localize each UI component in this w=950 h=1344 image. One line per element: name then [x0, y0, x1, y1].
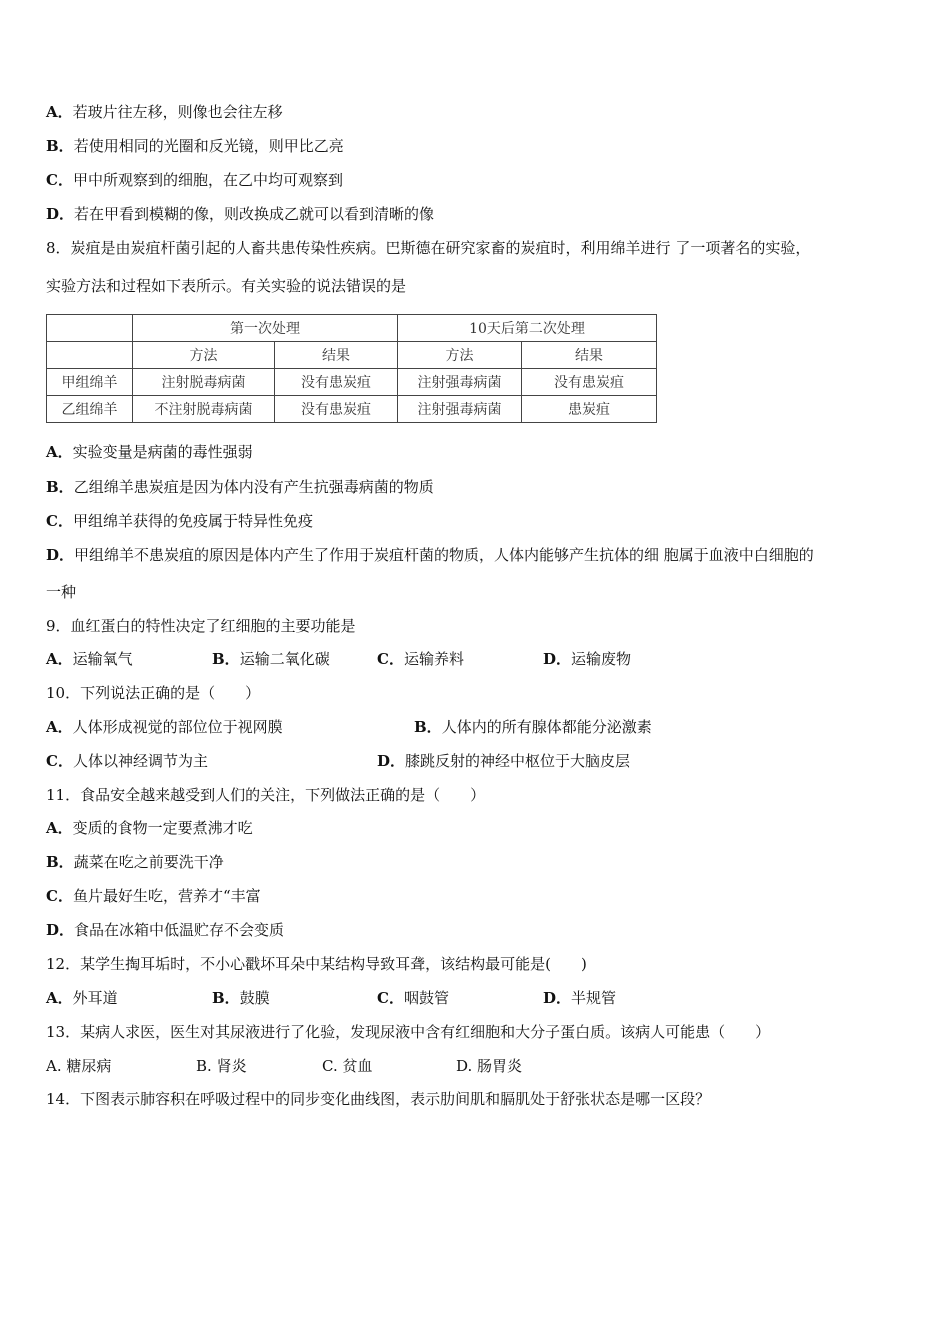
q9-option-b: B．运输二氧化碳 — [212, 650, 330, 668]
q8-option-d: D．甲组绵羊不患炭疽的原因是体内产生了作用于炭疽杆菌的物质，人体内能够产生抗体的细 胞属于血液中白细胞的 — [46, 546, 814, 564]
group-header-second: 10天后第二次处理 — [398, 315, 657, 342]
q12-option-b: B．鼓膜 — [212, 989, 270, 1007]
q9-option-d: D．运输废物 — [543, 650, 632, 668]
q13-option-a: A. 糖尿病 — [46, 1057, 112, 1075]
table-cell: 患炭疽 — [522, 396, 657, 423]
q8-option-c: C．甲组绵羊获得的免疫属于特异性免疫 — [46, 512, 313, 530]
table-cell: 没有患炭疽 — [275, 396, 398, 423]
table-row — [47, 396, 657, 423]
q8-option-d-continuation: 一种 — [46, 583, 77, 601]
q9-stem: 9．血红蛋白的特性决定了红细胞的主要功能是 — [46, 617, 356, 635]
q9-option-a: A．运输氧气 — [46, 650, 133, 668]
q11-stem: 11．食品安全越来越受到人们的关注，下列做法正确的是（ ） — [46, 786, 486, 804]
q8-stem-line2: 实验方法和过程如下表所示。有关实验的说法错误的是 — [46, 277, 407, 295]
q11-option-a: A．变质的食物一定要煮沸才吃 — [46, 819, 253, 837]
q8-option-b: B．乙组绵羊患炭疽是因为体内没有产生抗强毒病菌的物质 — [46, 478, 434, 496]
q7-option-a: A．若玻片往左移，则像也会往左移 — [46, 103, 283, 121]
q10-option-a: A．人体形成视觉的部位位于视网膜 — [46, 718, 283, 736]
table-cell: 注射强毒病菌 — [398, 369, 522, 396]
q8-stem-line1: 8．炭疽是由炭疽杆菌引起的人畜共患传染性疾病。巴斯德在研究家畜的炭疽时，利用绵羊进行 了一项著名的实验， — [46, 239, 811, 257]
table-subheader-row — [47, 342, 657, 369]
q12-stem: 12．某学生掏耳垢时，不小心戳坏耳朵中某结构导致耳聋，该结构最可能是( ) — [46, 955, 587, 973]
q14-stem: 14．下图表示肺容积在呼吸过程中的同步变化曲线图，表示肋间肌和膈肌处于舒张状态是哪一区段？ — [46, 1090, 711, 1108]
q7-option-d: D．若在甲看到模糊的像，则改换成乙就可以看到清晰的像 — [46, 205, 435, 223]
q12-option-c: C．咽鼓管 — [377, 989, 449, 1007]
q7-option-c: C．甲中所观察到的细胞，在乙中均可观察到 — [46, 171, 343, 189]
q10-option-c: C．人体以神经调节为主 — [46, 752, 208, 770]
q13-option-b: B. 肾炎 — [196, 1057, 247, 1075]
table-header-row — [47, 315, 657, 342]
group-header-first: 第一次处理 — [133, 315, 398, 342]
row-group-label: 乙组绵羊 — [47, 396, 133, 423]
q8-option-a: A．实验变量是病菌的毒性强弱 — [46, 443, 253, 461]
subheader-method-2: 方法 — [398, 342, 522, 369]
q9-option-c: C．运输养料 — [377, 650, 464, 668]
q10-option-b: B．人体内的所有腺体都能分泌激素 — [414, 718, 652, 736]
q7-option-b: B．若使用相同的光圈和反光镜，则甲比乙亮 — [46, 137, 344, 155]
subheader-method-1: 方法 — [133, 342, 275, 369]
q13-stem: 13．某病人求医，医生对其尿液进行了化验，发现尿液中含有红细胞和大分子蛋白质。该病人可能患（ ） — [46, 1023, 771, 1041]
subheader-result-2: 结果 — [522, 342, 657, 369]
q11-option-b: B．蔬菜在吃之前要洗干净 — [46, 853, 224, 871]
q13-option-d: D. 肠胃炎 — [456, 1057, 523, 1075]
q12-option-a: A．外耳道 — [46, 989, 118, 1007]
q12-option-d: D．半规管 — [543, 989, 617, 1007]
table-cell: 没有患炭疽 — [522, 369, 657, 396]
table-cell: 注射脱毒病菌 — [133, 369, 275, 396]
table-cell: 注射强毒病菌 — [398, 396, 522, 423]
table-corner-cell — [47, 315, 133, 342]
row-group-label: 甲组绵羊 — [47, 369, 133, 396]
table-cell: 不注射脱毒病菌 — [133, 396, 275, 423]
table-row — [47, 369, 657, 396]
experiment-table — [46, 314, 657, 423]
table-empty-cell — [47, 342, 133, 369]
table-cell: 没有患炭疽 — [275, 369, 398, 396]
q11-option-c: C．鱼片最好生吃，营养才“丰富 — [46, 887, 261, 905]
q11-option-d: D．食品在冰箱中低温贮存不会变质 — [46, 921, 285, 939]
subheader-result-1: 结果 — [275, 342, 398, 369]
q10-stem: 10．下列说法正确的是（ ） — [46, 684, 261, 702]
q13-option-c: C. 贫血 — [322, 1057, 373, 1075]
q10-option-d: D．膝跳反射的神经中枢位于大脑皮层 — [377, 752, 631, 770]
